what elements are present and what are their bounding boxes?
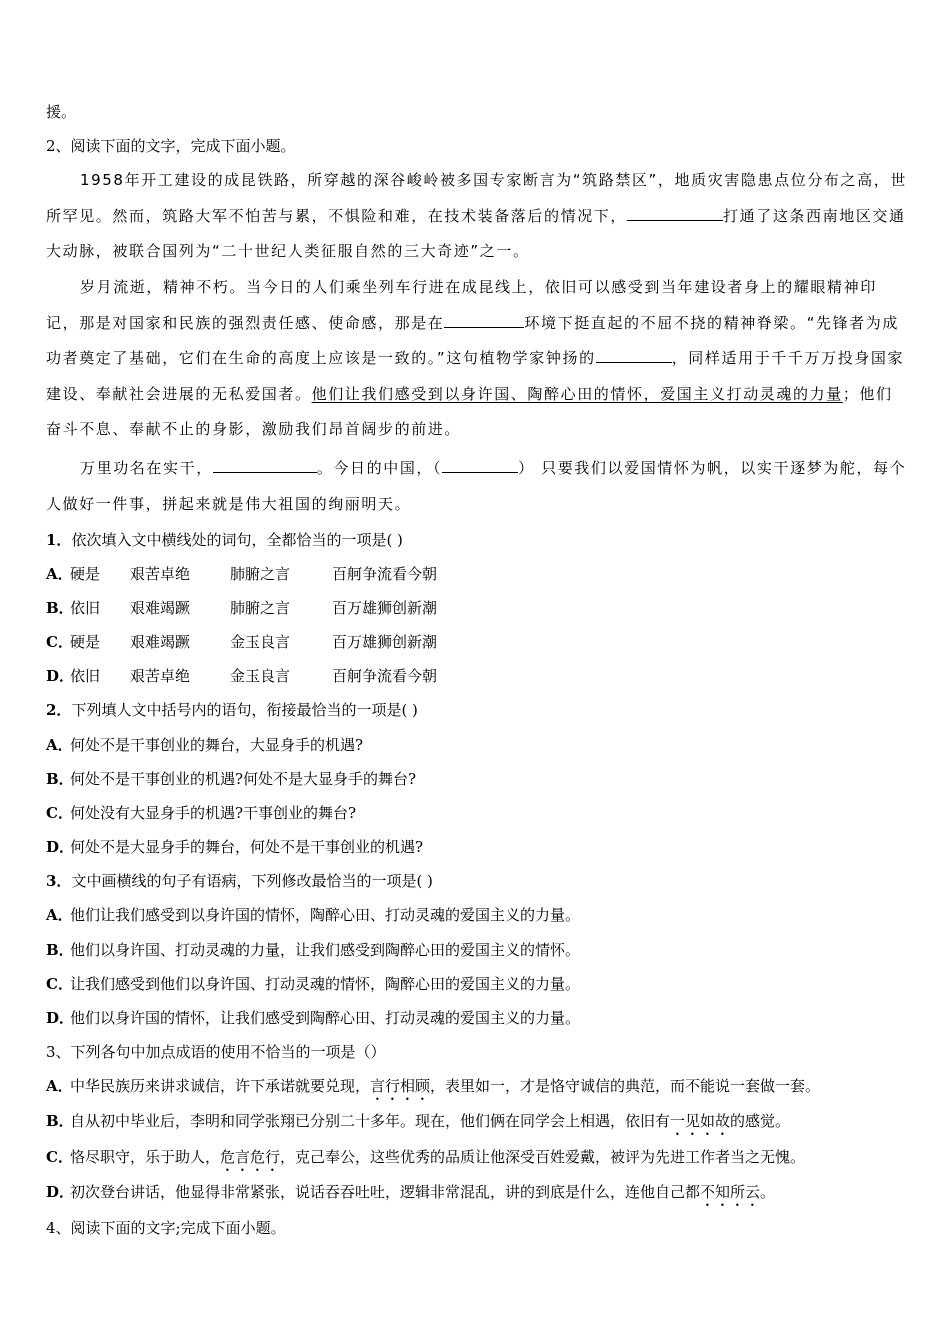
q1-option-a-letter: A．	[46, 565, 73, 583]
q2-option-a-text: 何处不是干事创业的舞台，大显身手的机遇?	[70, 736, 364, 754]
q3-option-a-letter: A．	[46, 906, 73, 924]
s3-option-d-post: 。	[760, 1183, 776, 1201]
s3-option-b[interactable]	[46, 1111, 790, 1139]
q2-option-b-letter: B．	[46, 770, 74, 788]
q1-option-d-col2: 艰苦卓绝	[130, 667, 191, 685]
q1-option-a-col3: 肺腑之言	[230, 565, 291, 583]
q3-option-b-text: 他们以身许国、打动灵魂的力量，让我们感受到陶醉心田的爱国主义的情怀。	[70, 941, 581, 959]
q1-option-d-letter: D．	[46, 667, 75, 685]
s3-option-b-letter: B．	[46, 1112, 74, 1130]
passage-p1-text-a: 1958年开工建设的成昆铁路，所穿越的深谷峻岭被多国专家断言为“筑路禁区”，地质灾害隐患点位分布之高，世所罕见。然而，筑路大军不怕苦与累，不惧险和难，在技术装备落后的情况下，	[46, 171, 907, 225]
q1-option-d-col4: 百舸争流看今朝	[332, 667, 438, 685]
passage-paragraph-1	[46, 163, 908, 270]
s3-option-a-idiom: 言行相顾	[370, 1077, 431, 1095]
q2-option-b-text: 何处不是干事创业的机遇?何处不是大显身手的舞台?	[70, 770, 417, 788]
q3-option-d[interactable]	[46, 1008, 580, 1028]
s3-option-c-idiom: 危言危行	[220, 1148, 281, 1166]
s3-option-b-pre: 自从初中毕业后，李明和同学张翔已分别二十多年。现在，他们俩在同学会上相遇，依旧有	[70, 1112, 671, 1130]
fill-blank-3	[596, 347, 672, 363]
passage-p1-text-b: 打通了这条西南地区交通大动脉，被联合国列为“二十世纪人类征服自然的三大奇迹”之一。	[46, 206, 906, 260]
q2-option-c-text: 何处没有大显身手的机遇?干事创业的舞台?	[70, 804, 357, 822]
q2-option-d-text: 何处不是大显身手的舞台，何处不是干事创业的机遇?	[70, 838, 424, 856]
section4-title: 4、阅读下面的文字;完成下面小题。	[46, 1219, 286, 1237]
question-1-stem: 依次填入文中横线处的词句，全都恰当的一项是( )	[71, 531, 403, 549]
q1-option-a-col4: 百舸争流看今朝	[332, 565, 438, 583]
fill-blank-4	[213, 457, 317, 473]
passage-p2-text-b: 环境下挺直起的不屈不挠的精神脊梁。“先锋者为成功者奠定了基础，它们在生命的高度上应该是一致的。”这句植物学家钟扬的	[46, 313, 899, 367]
q2-option-c-letter: C．	[46, 804, 73, 822]
q1-option-d-col1: 依旧	[70, 667, 101, 685]
s3-option-b-idiom: 一见如故	[670, 1112, 731, 1130]
s3-option-a-pre: 中华民族历来讲求诚信，许下承诺就要兑现，	[70, 1077, 371, 1095]
fill-blank-1	[627, 205, 723, 221]
s3-option-a-letter: A．	[46, 1077, 73, 1095]
top-fragment: 援。	[46, 103, 77, 121]
q1-option-c-col4: 百万雄狮创新潮	[332, 633, 438, 651]
passage-p3-text-a: 万里功名在实干，	[80, 459, 213, 477]
q1-option-b-col3: 肺腑之言	[230, 599, 291, 617]
passage-p2-text-a: 岁月流逝，精神不朽。当今日的人们乘坐列车行进在成昆线上，依旧可以感受到当年建设者身上的耀眼精神印记，那是对国家和民族的强烈责任感、使命感，那是在	[46, 278, 877, 332]
q3-option-c-letter: C．	[46, 975, 73, 993]
q2-option-d[interactable]	[46, 837, 423, 857]
q1-option-c-col1: 硬是	[70, 633, 101, 651]
q3-option-a-text: 他们让我们感受到以身许国的情怀，陶醉心田、打动灵魂的爱国主义的力量。	[70, 906, 581, 924]
q1-option-b-letter: B．	[46, 599, 74, 617]
q1-option-d[interactable]	[46, 666, 437, 686]
s3-option-b-post: 的感觉。	[730, 1112, 791, 1130]
passage-p2-text-c: ，同样适用于千千万万投身国家建设、奉献社会进展的无私爱国者。	[46, 349, 905, 403]
s3-option-a-post: ，表里如一，才是恪守诚信的典范，而不能说一套做一套。	[430, 1077, 821, 1095]
q2-option-d-letter: D．	[46, 838, 75, 856]
q3-option-a[interactable]	[46, 905, 580, 925]
q3-option-b[interactable]	[46, 940, 580, 960]
q1-option-b[interactable]	[46, 598, 437, 618]
q2-option-a[interactable]	[46, 735, 363, 755]
q1-option-b-col4: 百万雄狮创新潮	[332, 599, 438, 617]
q1-option-c-col2: 艰难竭蹶	[130, 633, 191, 651]
passage-p3-text-c: ） 只要我们以爱国情怀为帆，以实干逐梦为舵，每个人做好一件事，拼起来就是伟大祖国的绚丽明天。	[46, 459, 907, 513]
q1-option-a-col1: 硬是	[70, 565, 101, 583]
underlined-sentence: 他们让我们感受到以身许国、陶醉心田的情怀，爱国主义打动灵魂的力量	[311, 384, 843, 403]
question-1-number: 1．	[46, 531, 72, 549]
passage-paragraph-2	[46, 270, 908, 448]
q1-option-d-col3: 金玉良言	[230, 667, 291, 685]
q1-option-c[interactable]	[46, 632, 437, 652]
s3-option-c-letter: C．	[46, 1148, 73, 1166]
q1-option-c-col3: 金玉良言	[230, 633, 291, 651]
question-3	[46, 871, 433, 891]
s3-option-c[interactable]	[46, 1147, 805, 1175]
q1-option-b-col1: 依旧	[70, 599, 101, 617]
q3-option-c-text: 让我们感受到他们以身许国、打动灵魂的情怀，陶醉心田的爱国主义的力量。	[70, 975, 581, 993]
question-2	[46, 700, 418, 720]
q1-option-a-col2: 艰苦卓绝	[130, 565, 191, 583]
s3-option-d-idiom: 不知所云	[700, 1183, 761, 1201]
passage-p2-text-d: ；他们奋斗不息、奉献不止的身影，激励我们昂首阔步的前进。	[46, 384, 893, 438]
q3-option-d-letter: D．	[46, 1009, 75, 1027]
fill-blank-5	[442, 457, 518, 473]
q3-option-d-text: 他们以身许国的情怀，让我们感受到陶醉心田、打动灵魂的爱国主义的力量。	[70, 1009, 581, 1027]
s3-option-d-letter: D．	[46, 1183, 75, 1201]
s3-option-a[interactable]	[46, 1076, 820, 1104]
s3-option-c-pre: 恪尽职守，乐于助人，	[70, 1148, 221, 1166]
q1-option-b-col2: 艰难竭蹶	[130, 599, 191, 617]
question-2-stem: 下列填人文中括号内的语句，衔接最恰当的一项是( )	[71, 701, 418, 719]
question-3-stem: 文中画横线的句子有语病，下列修改最恰当的一项是( )	[71, 872, 433, 890]
question-1	[46, 530, 403, 550]
q1-option-a[interactable]	[46, 564, 437, 584]
s3-option-d-pre: 初次登台讲话，他显得非常紧张，说话吞吞吐吐，逻辑非常混乱，讲的到底是什么，连他自己都	[70, 1183, 701, 1201]
q2-option-a-letter: A．	[46, 736, 73, 754]
s3-option-d[interactable]	[46, 1182, 775, 1210]
question-3-number: 3．	[46, 872, 72, 890]
q3-option-c[interactable]	[46, 974, 580, 994]
section3-title: 3、下列各句中加点成语的使用不恰当的一项是（）	[46, 1043, 386, 1061]
q2-option-b[interactable]	[46, 769, 416, 789]
question-2-number: 2．	[46, 701, 72, 719]
q2-option-c[interactable]	[46, 803, 356, 823]
q3-option-b-letter: B．	[46, 941, 74, 959]
q1-option-c-letter: C．	[46, 633, 73, 651]
s3-option-c-post: ，克己奉公，这些优秀的品质让他深受百姓爱戴，被评为先进工作者当之无愧。	[280, 1148, 806, 1166]
section2-title: 2、阅读下面的文字，完成下面小题。	[46, 137, 296, 155]
passage-paragraph-3	[46, 451, 908, 522]
fill-blank-2	[444, 312, 524, 328]
passage-p3-text-b: 。今日的中国，（	[316, 459, 443, 477]
